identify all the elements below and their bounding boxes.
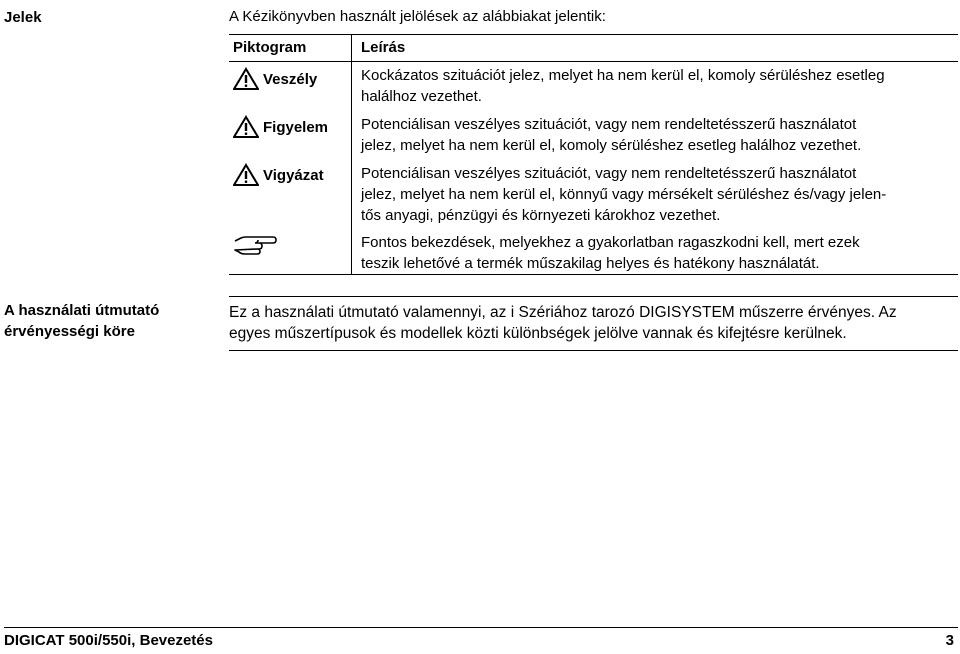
label-line: érvényességi köre [4,323,135,340]
row-veszely-desc [361,65,956,107]
scope-line: Ez a használati útmutató valamennyi, az i Szériához tarozó DIGISYSTEM műszerre érvényes. Az [229,304,897,321]
scope-top-rule [229,296,958,297]
desc-line: jelez, melyet ha nem kerül el, komoly sérüléshez esetleg halálhoz vezethet. [361,137,862,154]
desc-line: halálhoz vezethet. [361,88,482,105]
symbols-table [229,34,958,275]
row-label: Vigyázat [263,166,324,184]
row-veszely-symbol [233,67,317,91]
pointing-hand-icon [233,232,277,256]
scope-line: egyes műszertípusok és modellek közti különbségek jelölve vannak és kifejtésre kerülnek. [229,325,847,342]
row-label: Veszély [263,70,318,88]
warning-triangle-icon [233,67,259,91]
warning-triangle-icon [233,163,259,187]
footer-title: DIGICAT 500i/550i, Bevezetés [4,632,213,649]
footer-rule [4,627,958,628]
section-label-jelek: Jelek [4,9,42,26]
desc-line: Potenciálisan veszélyes szituációt, vagy nem rendeltetésszerű használatot [361,116,857,133]
desc-line: Kockázatos szituációt jelez, melyet ha nem kerül el, komoly sérüléshez esetleg [361,67,885,84]
header-piktogram: Piktogram [233,39,307,56]
row-vigyazat-desc [361,163,956,226]
page-number: 3 [945,632,954,649]
section-intro: A Kézikönyvben használt jelölések az alábbiakat jelentik: [229,8,606,25]
label-line: A használati útmutató [4,302,160,319]
row-vigyazat-symbol [233,163,324,187]
desc-line: teszik lehetővé a termék műszakilag helyes és hatékony használatát. [361,255,820,272]
row-note-desc [361,232,956,274]
scope-bottom-rule [229,350,958,351]
row-figyelem-desc [361,114,956,156]
row-figyelem-symbol [233,115,328,139]
desc-line: Potenciálisan veszélyes szituációt, vagy nem rendeltetésszerű használatot [361,165,857,182]
desc-line: Fontos bekezdések, melyekhez a gyakorlatban ragaszkodni kell, mert ezek [361,234,860,251]
row-label: Figyelem [263,118,329,136]
desc-line: tős anyagi, pénzügyi és környezeti károkhoz vezethet. [361,207,721,224]
header-leiras: Leírás [361,39,406,56]
scope-text [229,302,958,344]
desc-line: jelez, melyet ha nem kerül el, könnyű vagy mérsékelt sérüléshez és/vagy jelen- [361,186,887,203]
section-label-scope [4,300,159,342]
warning-triangle-icon [233,115,259,139]
row-note-symbol [233,232,277,256]
